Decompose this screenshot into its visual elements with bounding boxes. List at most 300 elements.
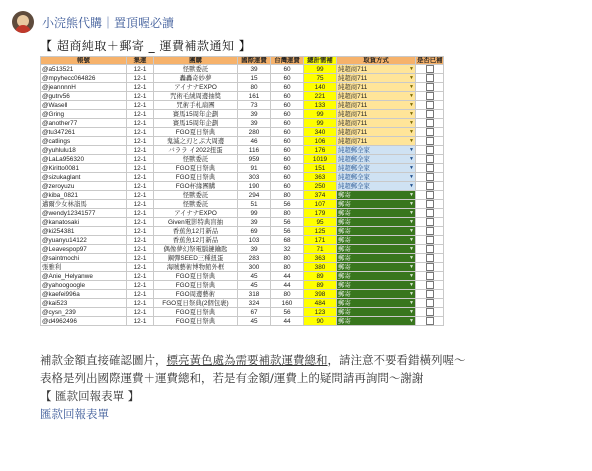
- cell-intl-fee[interactable]: 45: [238, 272, 271, 281]
- cell-batch[interactable]: 12-1: [127, 218, 154, 227]
- cell-intl-fee[interactable]: 45: [238, 281, 271, 290]
- cell-batch[interactable]: 12-1: [127, 245, 154, 254]
- paid-checkbox[interactable]: [426, 281, 434, 289]
- cell-item[interactable]: FGO夏日祭典: [154, 317, 238, 326]
- paid-checkbox[interactable]: [426, 164, 434, 172]
- cell-paid: [416, 128, 444, 137]
- cell-item[interactable]: FGO夏日祭典: [154, 164, 238, 173]
- cell-batch[interactable]: 12-1: [127, 209, 154, 218]
- cell-method-dropdown[interactable]: [337, 65, 416, 74]
- cell-total[interactable]: 176: [304, 146, 337, 155]
- cell-item[interactable]: 咒術毛絨周邊抽獎: [154, 92, 238, 101]
- cell-item[interactable]: FGO夏日祭典: [154, 272, 238, 281]
- cell-tw-fee[interactable]: 44: [271, 272, 304, 281]
- cell-intl-fee[interactable]: 116: [238, 146, 271, 155]
- cell-batch[interactable]: 12-1: [127, 110, 154, 119]
- paid-checkbox[interactable]: [426, 92, 434, 100]
- cell-account[interactable]: @kiba_0821: [41, 191, 127, 200]
- cell-method-dropdown[interactable]: [337, 101, 416, 110]
- method-value: 郵寄: [338, 317, 351, 325]
- cell-account[interactable]: @saintmochi: [41, 254, 127, 263]
- table-row: [41, 101, 444, 110]
- dropdown-arrow-icon: ▼: [409, 173, 414, 180]
- cell-intl-fee[interactable]: 283: [238, 254, 271, 263]
- cell-total[interactable]: 484: [304, 299, 337, 308]
- cell-total[interactable]: 107: [304, 200, 337, 209]
- cell-method-dropdown[interactable]: [337, 308, 416, 317]
- cell-intl-fee[interactable]: 99: [238, 209, 271, 218]
- cell-tw-fee[interactable]: 56: [271, 308, 304, 317]
- cell-total[interactable]: 125: [304, 227, 337, 236]
- cell-total[interactable]: 374: [304, 191, 337, 200]
- cell-method-dropdown[interactable]: [337, 200, 416, 209]
- cell-account[interactable]: @Kiritto0081: [41, 164, 127, 173]
- paid-checkbox[interactable]: [426, 182, 434, 190]
- cell-item[interactable]: 怪獸委託: [154, 65, 238, 74]
- dropdown-arrow-icon: ▼: [409, 65, 414, 72]
- cell-intl-fee[interactable]: 190: [238, 182, 271, 191]
- method-value: 純超商711: [338, 74, 368, 82]
- cell-batch[interactable]: 12-1: [127, 101, 154, 110]
- cell-item[interactable]: FGO夏日祭典: [154, 173, 238, 182]
- cell-tw-fee[interactable]: 60: [271, 146, 304, 155]
- table-row: [41, 254, 444, 263]
- cell-account[interactable]: @kanatosaki: [41, 218, 127, 227]
- dropdown-arrow-icon: ▼: [409, 218, 414, 225]
- cell-method-dropdown[interactable]: [337, 317, 416, 326]
- cell-batch[interactable]: 12-1: [127, 263, 154, 272]
- cell-method-dropdown[interactable]: [337, 236, 416, 245]
- cell-paid: [416, 119, 444, 128]
- cell-tw-fee[interactable]: 80: [271, 290, 304, 299]
- table-row: [41, 290, 444, 299]
- cell-account[interactable]: @gutrv56: [41, 92, 127, 101]
- cell-batch[interactable]: 12-1: [127, 173, 154, 182]
- paid-checkbox[interactable]: [426, 146, 434, 154]
- cell-total[interactable]: 99: [304, 65, 337, 74]
- cell-tw-fee[interactable]: 80: [271, 254, 304, 263]
- paid-checkbox[interactable]: [426, 236, 434, 244]
- method-value: 純超郵全家: [338, 155, 370, 163]
- cell-item[interactable]: FGO夏日祭典(2個包裹): [154, 299, 238, 308]
- cell-paid: [416, 317, 444, 326]
- cell-method-dropdown[interactable]: [337, 137, 416, 146]
- paid-checkbox[interactable]: [426, 155, 434, 163]
- cell-intl-fee[interactable]: 15: [238, 74, 271, 83]
- table-row: [41, 173, 444, 182]
- avatar[interactable]: [12, 11, 34, 33]
- cell-total[interactable]: 340: [304, 128, 337, 137]
- cell-batch[interactable]: 12-1: [127, 119, 154, 128]
- cell-total[interactable]: 380: [304, 263, 337, 272]
- method-value: 郵寄: [338, 245, 351, 253]
- dropdown-arrow-icon: ▼: [409, 191, 414, 198]
- paid-checkbox[interactable]: [426, 227, 434, 235]
- cell-tw-fee[interactable]: 60: [271, 182, 304, 191]
- cell-item[interactable]: 怪獸委託: [154, 191, 238, 200]
- cell-batch[interactable]: 12-1: [127, 308, 154, 317]
- dropdown-arrow-icon: ▼: [409, 74, 414, 81]
- paid-checkbox[interactable]: [426, 263, 434, 271]
- cell-account[interactable]: @Leavespop97: [41, 245, 127, 254]
- cell-batch[interactable]: 12-1: [127, 191, 154, 200]
- cell-method-dropdown[interactable]: [337, 263, 416, 272]
- cell-method-dropdown[interactable]: [337, 74, 416, 83]
- dropdown-arrow-icon: ▼: [409, 290, 414, 297]
- cell-total[interactable]: 398: [304, 290, 337, 299]
- cell-paid: [416, 92, 444, 101]
- cell-tw-fee[interactable]: 60: [271, 110, 304, 119]
- cell-total[interactable]: 140: [304, 83, 337, 92]
- cell-item[interactable]: 賽馬15周年企劃: [154, 110, 238, 119]
- cell-batch[interactable]: 12-1: [127, 74, 154, 83]
- cell-item[interactable]: 轟轟奇妙夢: [154, 74, 238, 83]
- cell-intl-fee[interactable]: 39: [238, 110, 271, 119]
- paid-checkbox[interactable]: [426, 191, 434, 199]
- cell-paid: [416, 83, 444, 92]
- author-name[interactable]: 小浣熊代購｜置頂喔必讀: [42, 15, 175, 30]
- dropdown-arrow-icon: ▼: [409, 236, 414, 243]
- cell-intl-fee[interactable]: 161: [238, 92, 271, 101]
- table-row: [41, 299, 444, 308]
- paid-checkbox[interactable]: [426, 245, 434, 253]
- cell-item[interactable]: FGO夏日祭典: [154, 281, 238, 290]
- cell-batch[interactable]: 12-1: [127, 128, 154, 137]
- cell-tw-fee[interactable]: 60: [271, 155, 304, 164]
- method-value: 郵寄: [338, 254, 351, 262]
- cell-total[interactable]: 90: [304, 317, 337, 326]
- cell-tw-fee[interactable]: 60: [271, 173, 304, 182]
- cell-batch[interactable]: 12-1: [127, 317, 154, 326]
- cell-method-dropdown[interactable]: [337, 272, 416, 281]
- cell-item[interactable]: バララ イ2022扭蛋: [154, 146, 238, 155]
- cell-batch[interactable]: 12-1: [127, 236, 154, 245]
- table-row: [41, 128, 444, 137]
- cell-total[interactable]: 179: [304, 209, 337, 218]
- cell-account[interactable]: @cysn_239: [41, 308, 127, 317]
- cell-total[interactable]: 75: [304, 74, 337, 83]
- cell-intl-fee[interactable]: 73: [238, 101, 271, 110]
- cell-tw-fee[interactable]: 44: [271, 281, 304, 290]
- cell-tw-fee[interactable]: 60: [271, 164, 304, 173]
- cell-intl-fee[interactable]: 46: [238, 137, 271, 146]
- cell-batch[interactable]: 12-1: [127, 146, 154, 155]
- cell-paid: [416, 146, 444, 155]
- cell-item[interactable]: アイナナEXPO: [154, 83, 238, 92]
- cell-intl-fee[interactable]: 294: [238, 191, 271, 200]
- cell-intl-fee[interactable]: 45: [238, 317, 271, 326]
- paid-checkbox[interactable]: [426, 218, 434, 226]
- cell-tw-fee[interactable]: 44: [271, 317, 304, 326]
- method-value: 純超郵全家: [338, 146, 370, 154]
- cell-intl-fee[interactable]: 280: [238, 128, 271, 137]
- cell-intl-fee[interactable]: 959: [238, 155, 271, 164]
- method-value: 郵寄: [338, 236, 351, 244]
- cell-total[interactable]: 89: [304, 281, 337, 290]
- method-value: 純超商711: [338, 128, 368, 136]
- cell-item[interactable]: 偶像夢幻祭電腦鏈鑰匙: [154, 245, 238, 254]
- cell-batch[interactable]: 12-1: [127, 182, 154, 191]
- cell-method-dropdown[interactable]: [337, 146, 416, 155]
- cell-intl-fee[interactable]: 80: [238, 83, 271, 92]
- cell-account[interactable]: @a513521: [41, 65, 127, 74]
- cell-batch[interactable]: 12-1: [127, 155, 154, 164]
- cell-item[interactable]: FGO夏日祭典: [154, 308, 238, 317]
- cell-method-dropdown[interactable]: [337, 191, 416, 200]
- cell-account[interactable]: @ki254381: [41, 227, 127, 236]
- cell-total[interactable]: 71: [304, 245, 337, 254]
- cell-method-dropdown[interactable]: [337, 173, 416, 182]
- cell-item[interactable]: アイナナEXPO: [154, 209, 238, 218]
- dropdown-arrow-icon: ▼: [409, 182, 414, 189]
- cell-batch[interactable]: 12-1: [127, 83, 154, 92]
- paid-checkbox[interactable]: [426, 290, 434, 298]
- highlight-note: 標亮黃色處為需要補款運費總和: [166, 353, 328, 367]
- paid-checkbox[interactable]: [426, 308, 434, 316]
- dropdown-arrow-icon: ▼: [409, 92, 414, 99]
- cell-tw-fee[interactable]: 160: [271, 299, 304, 308]
- cell-intl-fee[interactable]: 318: [238, 290, 271, 299]
- paid-checkbox[interactable]: [426, 65, 434, 73]
- cell-total[interactable]: 123: [304, 308, 337, 317]
- paid-checkbox[interactable]: [426, 119, 434, 127]
- cell-method-dropdown[interactable]: [337, 209, 416, 218]
- cell-intl-fee[interactable]: 39: [238, 245, 271, 254]
- cell-total[interactable]: 133: [304, 101, 337, 110]
- cell-method-dropdown[interactable]: [337, 83, 416, 92]
- paid-checkbox[interactable]: [426, 272, 434, 280]
- method-value: 郵寄: [338, 263, 351, 271]
- paid-checkbox[interactable]: [426, 128, 434, 136]
- cell-intl-fee[interactable]: 67: [238, 308, 271, 317]
- cell-account[interactable]: @Anie_Helyanwe: [41, 272, 127, 281]
- cell-tw-fee[interactable]: 60: [271, 137, 304, 146]
- cell-batch[interactable]: 12-1: [127, 137, 154, 146]
- cell-item[interactable]: 鋼彈SEED三種扭蛋: [154, 254, 238, 263]
- cell-account[interactable]: @yuanyu14122: [41, 236, 127, 245]
- cell-paid: [416, 236, 444, 245]
- cell-account[interactable]: @LaLa956320: [41, 155, 127, 164]
- cell-account[interactable]: @Wasell: [41, 101, 127, 110]
- shipping-fee-table: [40, 56, 444, 326]
- method-value: 郵寄: [338, 281, 351, 289]
- cell-paid: [416, 272, 444, 281]
- cell-batch[interactable]: 12-1: [127, 92, 154, 101]
- cell-account[interactable]: @tu347261: [41, 128, 127, 137]
- cell-account[interactable]: @another77: [41, 119, 127, 128]
- cell-intl-fee[interactable]: 300: [238, 263, 271, 272]
- paid-checkbox[interactable]: [426, 83, 434, 91]
- cell-total[interactable]: 151: [304, 164, 337, 173]
- cell-total[interactable]: 250: [304, 182, 337, 191]
- cell-account[interactable]: @mpyhecc064826: [41, 74, 127, 83]
- cell-tw-fee[interactable]: 80: [271, 209, 304, 218]
- cell-tw-fee[interactable]: 80: [271, 263, 304, 272]
- cell-method-dropdown[interactable]: [337, 299, 416, 308]
- dropdown-arrow-icon: ▼: [409, 146, 414, 153]
- cell-method-dropdown[interactable]: [337, 164, 416, 173]
- cell-account[interactable]: @yahoogoogle: [41, 281, 127, 290]
- paid-checkbox[interactable]: [426, 137, 434, 145]
- cell-batch[interactable]: 12-1: [127, 272, 154, 281]
- cell-batch[interactable]: 12-1: [127, 164, 154, 173]
- cell-batch[interactable]: 12-1: [127, 299, 154, 308]
- cell-account[interactable]: 張雅利: [41, 263, 127, 272]
- table-row: [41, 110, 444, 119]
- cell-method-dropdown[interactable]: [337, 254, 416, 263]
- cell-tw-fee[interactable]: 60: [271, 92, 304, 101]
- cell-item[interactable]: FGO夏日祭典: [154, 128, 238, 137]
- cell-total[interactable]: 99: [304, 110, 337, 119]
- cell-total[interactable]: 221: [304, 92, 337, 101]
- table-row: [41, 308, 444, 317]
- cell-total[interactable]: 171: [304, 236, 337, 245]
- cell-item[interactable]: FGO周邊藝術: [154, 290, 238, 299]
- cell-account[interactable]: @sizukaglant: [41, 173, 127, 182]
- cell-method-dropdown[interactable]: [337, 182, 416, 191]
- col-header-paid: 是否已補: [417, 57, 443, 64]
- cell-intl-fee[interactable]: 39: [238, 65, 271, 74]
- cell-paid: [416, 137, 444, 146]
- table-row: [41, 146, 444, 155]
- cell-tw-fee[interactable]: 56: [271, 218, 304, 227]
- cell-tw-fee[interactable]: 56: [271, 227, 304, 236]
- paid-checkbox[interactable]: [426, 299, 434, 307]
- cell-account[interactable]: @jeannnnH: [41, 83, 127, 92]
- cell-account[interactable]: 邁爾少女林詣馬: [41, 200, 127, 209]
- cell-method-dropdown[interactable]: [337, 227, 416, 236]
- cell-tw-fee[interactable]: 32: [271, 245, 304, 254]
- table-row: [41, 74, 444, 83]
- cell-batch[interactable]: 12-1: [127, 227, 154, 236]
- cell-intl-fee[interactable]: 91: [238, 164, 271, 173]
- cell-paid: [416, 164, 444, 173]
- dropdown-arrow-icon: ▼: [409, 155, 414, 162]
- paid-checkbox[interactable]: [426, 101, 434, 109]
- cell-method-dropdown[interactable]: [337, 128, 416, 137]
- body-line-2: 表格是列出國際運費＋運費總和，若是有金額/運費上的疑問請再詢問～謝謝: [40, 371, 424, 385]
- cell-method-dropdown[interactable]: [337, 110, 416, 119]
- cell-total[interactable]: 1019: [304, 155, 337, 164]
- cell-intl-fee[interactable]: 324: [238, 299, 271, 308]
- cell-method-dropdown[interactable]: [337, 155, 416, 164]
- cell-tw-fee[interactable]: 60: [271, 119, 304, 128]
- cell-method-dropdown[interactable]: [337, 218, 416, 227]
- cell-item[interactable]: 賽馬15周年企劃: [154, 119, 238, 128]
- cell-paid: [416, 245, 444, 254]
- col-header-batch: 集運: [127, 57, 154, 65]
- cell-item[interactable]: Given電影特典盲抽: [154, 218, 238, 227]
- cell-paid: [416, 191, 444, 200]
- cell-method-dropdown[interactable]: [337, 92, 416, 101]
- cell-batch[interactable]: 12-1: [127, 290, 154, 299]
- cell-paid: [416, 65, 444, 74]
- table-row: [41, 137, 444, 146]
- cell-tw-fee[interactable]: 68: [271, 236, 304, 245]
- dropdown-arrow-icon: ▼: [409, 209, 414, 216]
- cell-tw-fee[interactable]: 60: [271, 74, 304, 83]
- cell-batch[interactable]: 12-1: [127, 254, 154, 263]
- cell-intl-fee[interactable]: 103: [238, 236, 271, 245]
- cell-account[interactable]: @catlings: [41, 137, 127, 146]
- cell-method-dropdown[interactable]: [337, 281, 416, 290]
- cell-account[interactable]: @kaefei996a: [41, 290, 127, 299]
- cell-method-dropdown[interactable]: [337, 119, 416, 128]
- cell-batch[interactable]: 12-1: [127, 200, 154, 209]
- cell-item[interactable]: 咒術手札扇團: [154, 101, 238, 110]
- paid-checkbox[interactable]: [426, 254, 434, 262]
- cell-paid: [416, 254, 444, 263]
- col-header-item: 團購: [154, 57, 238, 65]
- cell-account[interactable]: @Gring: [41, 110, 127, 119]
- cell-item[interactable]: 海賊藝術博物館外框: [154, 263, 238, 272]
- cell-total[interactable]: 363: [304, 173, 337, 182]
- cell-account[interactable]: @kai523: [41, 299, 127, 308]
- cell-item[interactable]: 香蕉魚12月新品: [154, 227, 238, 236]
- cell-item[interactable]: 怪獸委託: [154, 200, 238, 209]
- cell-tw-fee[interactable]: 60: [271, 83, 304, 92]
- dropdown-arrow-icon: ▼: [409, 245, 414, 252]
- paid-checkbox[interactable]: [426, 317, 434, 325]
- post-title: 【 超商純取＋郵寄 _ 運費補款通知 】: [40, 39, 252, 53]
- cell-batch[interactable]: 12-1: [127, 65, 154, 74]
- cell-tw-fee[interactable]: 56: [271, 200, 304, 209]
- cell-total[interactable]: 363: [304, 254, 337, 263]
- cell-item[interactable]: FGO杯緣團購: [154, 182, 238, 191]
- cell-item[interactable]: 鬼滅之刃とぷ大周邊: [154, 137, 238, 146]
- cell-total[interactable]: 106: [304, 137, 337, 146]
- cell-paid: [416, 200, 444, 209]
- dropdown-arrow-icon: ▼: [409, 263, 414, 270]
- cell-paid: [416, 155, 444, 164]
- method-value: 純超商711: [338, 65, 368, 73]
- cell-tw-fee[interactable]: 60: [271, 65, 304, 74]
- paid-checkbox[interactable]: [426, 110, 434, 118]
- table-row: [41, 245, 444, 254]
- cell-item[interactable]: 怪獸委託: [154, 155, 238, 164]
- cell-tw-fee[interactable]: 80: [271, 191, 304, 200]
- body-line-3: 【 匯款回報表單 】: [40, 389, 140, 403]
- paid-checkbox[interactable]: [426, 173, 434, 181]
- paid-checkbox[interactable]: [426, 209, 434, 217]
- table-row: [41, 263, 444, 272]
- method-value: 純超商711: [338, 83, 368, 91]
- remittance-form-link[interactable]: 匯款回報表單: [40, 407, 109, 421]
- cell-total[interactable]: 99: [304, 119, 337, 128]
- cell-intl-fee[interactable]: 39: [238, 218, 271, 227]
- cell-total[interactable]: 89: [304, 272, 337, 281]
- cell-account[interactable]: @wendy12341577: [41, 209, 127, 218]
- cell-method-dropdown[interactable]: [337, 290, 416, 299]
- cell-tw-fee[interactable]: 60: [271, 128, 304, 137]
- paid-checkbox[interactable]: [426, 74, 434, 82]
- cell-batch[interactable]: 12-1: [127, 281, 154, 290]
- cell-total[interactable]: 95: [304, 218, 337, 227]
- cell-account[interactable]: @zeroyuzu: [41, 182, 127, 191]
- cell-intl-fee[interactable]: 303: [238, 173, 271, 182]
- cell-account[interactable]: @yuhlulu18: [41, 146, 127, 155]
- cell-intl-fee[interactable]: 51: [238, 200, 271, 209]
- cell-paid: [416, 182, 444, 191]
- cell-method-dropdown[interactable]: [337, 245, 416, 254]
- cell-intl-fee[interactable]: 69: [238, 227, 271, 236]
- paid-checkbox[interactable]: [426, 200, 434, 208]
- method-value: 郵寄: [338, 272, 351, 280]
- cell-tw-fee[interactable]: 60: [271, 101, 304, 110]
- cell-intl-fee[interactable]: 39: [238, 119, 271, 128]
- cell-item[interactable]: 香蕉魚12月新品: [154, 236, 238, 245]
- cell-account[interactable]: @d4962496: [41, 317, 127, 326]
